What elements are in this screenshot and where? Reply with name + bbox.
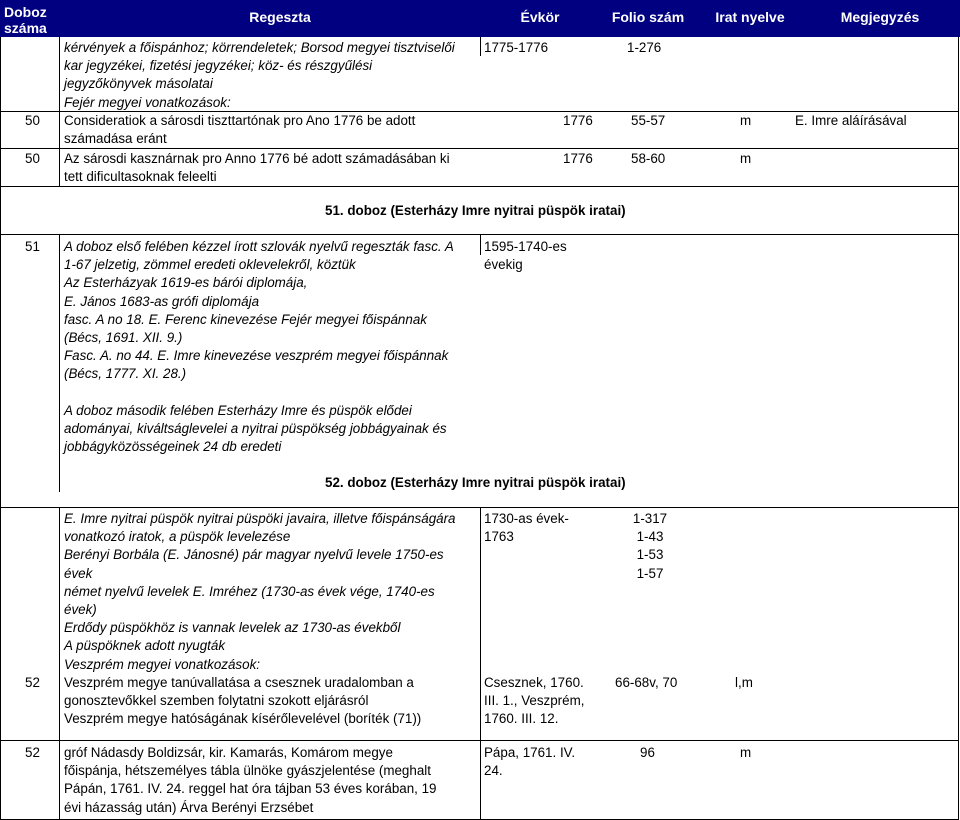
evkor-cell: 1776 [563,151,593,166]
doboz-number: 52 [25,745,40,760]
megjegyzes-cell: E. Imre aláírásával [795,113,907,128]
doboz-number: 50 [25,113,40,128]
evkor-cell: 1776 [563,113,593,128]
grid-line [0,740,959,741]
header-evkor: Évkör [520,9,560,25]
doboz-number: 52 [25,675,40,690]
header-megjegyzes: Megjegyzés [840,9,920,25]
header-regeszta: Regeszta [249,9,311,25]
regeszta-text: E. Imre nyitrai püspök nyitrai püspöki javaira, illetve főispánságára vonatkozó iratok, a püspök levelezése Berényi Borbála (E. Jánosné) pár magyar nyelvű levele 1750-es évek német nyelvű levelek E. Imréhez (1730-as évek vége, 1740-es évek) Erdődy püspökhöz is vannak levelek az 1730-as évekből A püspöknek adott nyugták Veszprém megyei vonatkozások: [64,511,456,672]
nyelv-cell: m [740,113,752,128]
section-title: 51. doboz (Esterházy Imre nyitrai püspök iratai) [325,203,626,218]
regeszta-text: kérvények a főispánhoz; körrendeletek; Borsod megyei tisztviselői kar jegyzékei, fizetési jegyzékei; köz- és részgyűlési jegyzőkönyvek másolatai Fejér megyei vonatkozások: [64,40,455,110]
section-title: 52. doboz (Esterházy Imre nyitrai püspök iratai) [325,475,626,490]
nyelv-cell: m [740,745,752,760]
evkor-cell: 1730-as évek- 1763 [484,511,569,545]
regeszta-text: A doboz első felében kézzel írott szlovák nyelvű regeszták fasc. A 1-67 jelzetig, zömmel eredeti oklevelekről, köztük Az Esterházyak 1619-es bárói diplomája, E. János 1683-as grófi diplomája fasc. A no 18. E. Ferenc kinevezése Fejér megyei főispánnak (Bécs, 1691. XII. 9.) Fasc. A. no 44. E. Imre kinevezése veszprém megyei főispánnak (Bécs, 1777. XI. 28.) [64,239,454,382]
grid-line [480,234,481,255]
folio-cell: 55-57 [631,113,666,128]
nyelv-cell: m [740,151,752,166]
doboz-number: 50 [25,151,40,166]
header-folio: Folio szám [611,9,685,25]
header-doboz-szama: Doboz száma [4,4,47,36]
grid-line [958,37,959,820]
regeszta-text: Consideratiok a sárosdi tiszttartónak pro Ano 1776 be adott számadása eránt [64,113,416,147]
evkor-cell: 1775-1776 [484,40,549,55]
folio-cell: 96 [640,745,655,760]
evkor-cell: Csesznek, 1760. III. 1., Veszprém, 1760. III. 12. [484,675,585,727]
grid-line [0,234,959,235]
regeszta-text: Veszprém megye tanúvallatása a csesznek uradalomban a gonosztevőkkel szemben folytatni szokott eljárásról Veszprém megye hatóságának kísérőlevelével (boríték (71)) [64,675,422,727]
grid-line [480,37,481,56]
grid-line [0,37,1,820]
regeszta-text: A doboz második felében Esterházy Imre és püspök elődei adományai, kiváltságlevelei a nyitrai püspökség jobbágyainak és jobbágyközösségeinek 24 db eredeti [64,403,447,455]
doboz-number: 51 [25,239,40,254]
evkor-cell: 1595-1740-es évekig [484,239,567,273]
grid-line [480,507,481,820]
grid-line [59,507,60,820]
nyelv-cell: l,m [735,675,753,690]
grid-line [59,234,60,492]
regeszta-text: Az sárosdi kasznárnak pro Anno 1776 bé adott számadásában ki tett dificultasoknak feleelti [64,151,450,185]
folio-cell: 1-317 1-43 1-53 1-57 [632,511,668,581]
header-nyelv: Irat nyelve [715,9,785,25]
folio-cell: 66-68v, 70 [615,675,678,690]
grid-line [0,507,959,508]
folio-cell: 1-276 [627,40,662,55]
evkor-cell: Pápa, 1761. IV. 24. [484,745,576,779]
folio-cell: 58-60 [631,151,666,166]
table-header [0,0,960,37]
regeszta-text: gróf Nádasdy Boldizsár, kir. Kamarás, Komárom megye főispánja, hétszemélyes tábla ülnöke gyászjelentése (meghalt Pápán, 1761. IV. 24. reggel hat óra tájban 53 éves korában, 19 évi házasság után) Árva Berényi Erzsébet [64,745,437,815]
